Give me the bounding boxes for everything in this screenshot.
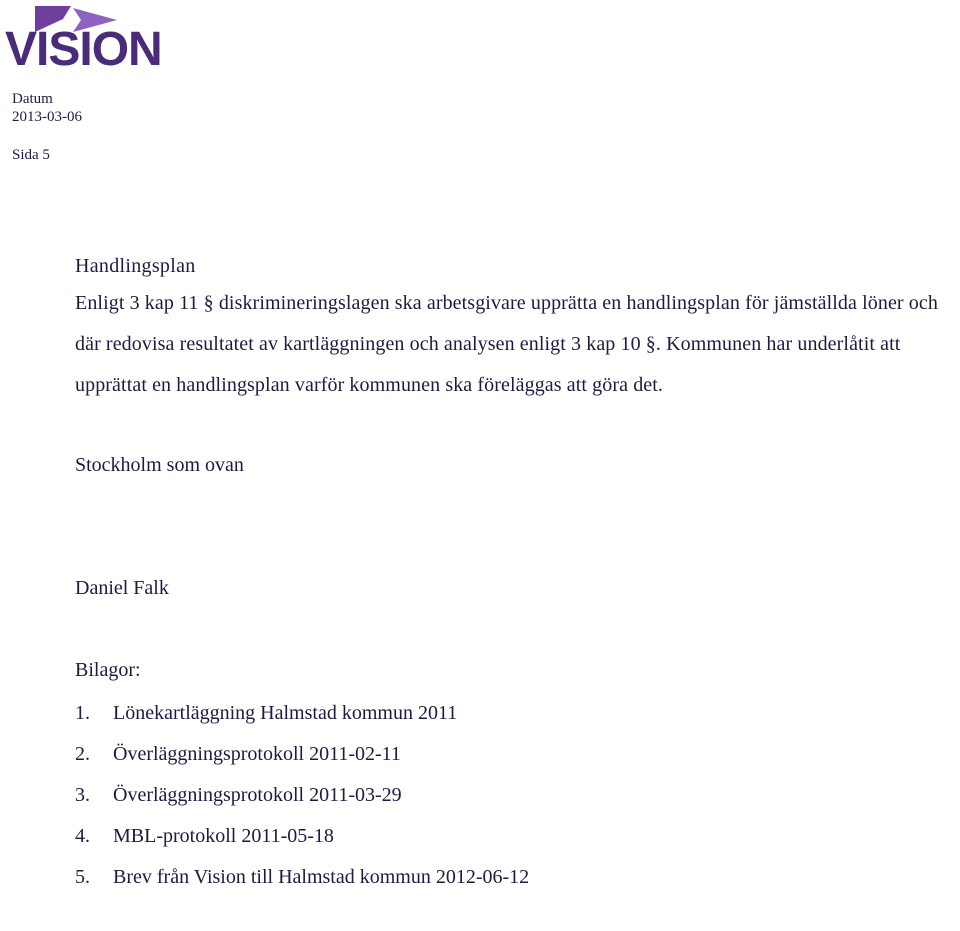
logo-text: VISION [5, 23, 162, 76]
list-item [75, 816, 955, 857]
list-item-number: 4. [75, 825, 90, 847]
list-item-text: Överläggningsprotokoll 2011-03-29 [113, 784, 402, 806]
date-label: Datum [12, 91, 53, 107]
list-item-number: 5. [75, 866, 90, 888]
section-heading: Handlingsplan [75, 255, 196, 277]
body-paragraph: Enligt 3 kap 11 § diskrimineringslagen ska arbetsgivare upprätta en handlingsplan för jämställda löner och där redovisa resultatet av kartläggningen och analysen enligt 3 kap 10 §. Kommunen har underlåtit att upprättat en handlingsplan varför kommunen ska föreläggas att göra det. [75, 292, 938, 396]
list-item-text: Brev från Vision till Halmstad kommun 2012-06-12 [113, 866, 530, 888]
list-item-text: Lönekartläggning Halmstad kommun 2011 [113, 702, 458, 724]
list-item [75, 775, 955, 816]
attachments-list [75, 693, 955, 898]
page-number: Sida 5 [12, 147, 50, 163]
attachments-title: Bilagor: [75, 659, 141, 681]
place-line: Stockholm som ovan [75, 454, 244, 476]
list-item-text: Överläggningsprotokoll 2011-02-11 [113, 743, 401, 765]
list-item-number: 2. [75, 743, 90, 765]
list-item [75, 857, 955, 898]
list-item-text: MBL-protokoll 2011-05-18 [113, 825, 334, 847]
vision-logo [5, 6, 162, 76]
list-item [75, 734, 955, 775]
list-item [75, 693, 955, 734]
date-value: 2013-03-06 [12, 109, 82, 125]
list-item-number: 1. [75, 702, 90, 724]
signature-name: Daniel Falk [75, 577, 169, 599]
list-item-number: 3. [75, 784, 90, 806]
document-body [75, 253, 955, 898]
